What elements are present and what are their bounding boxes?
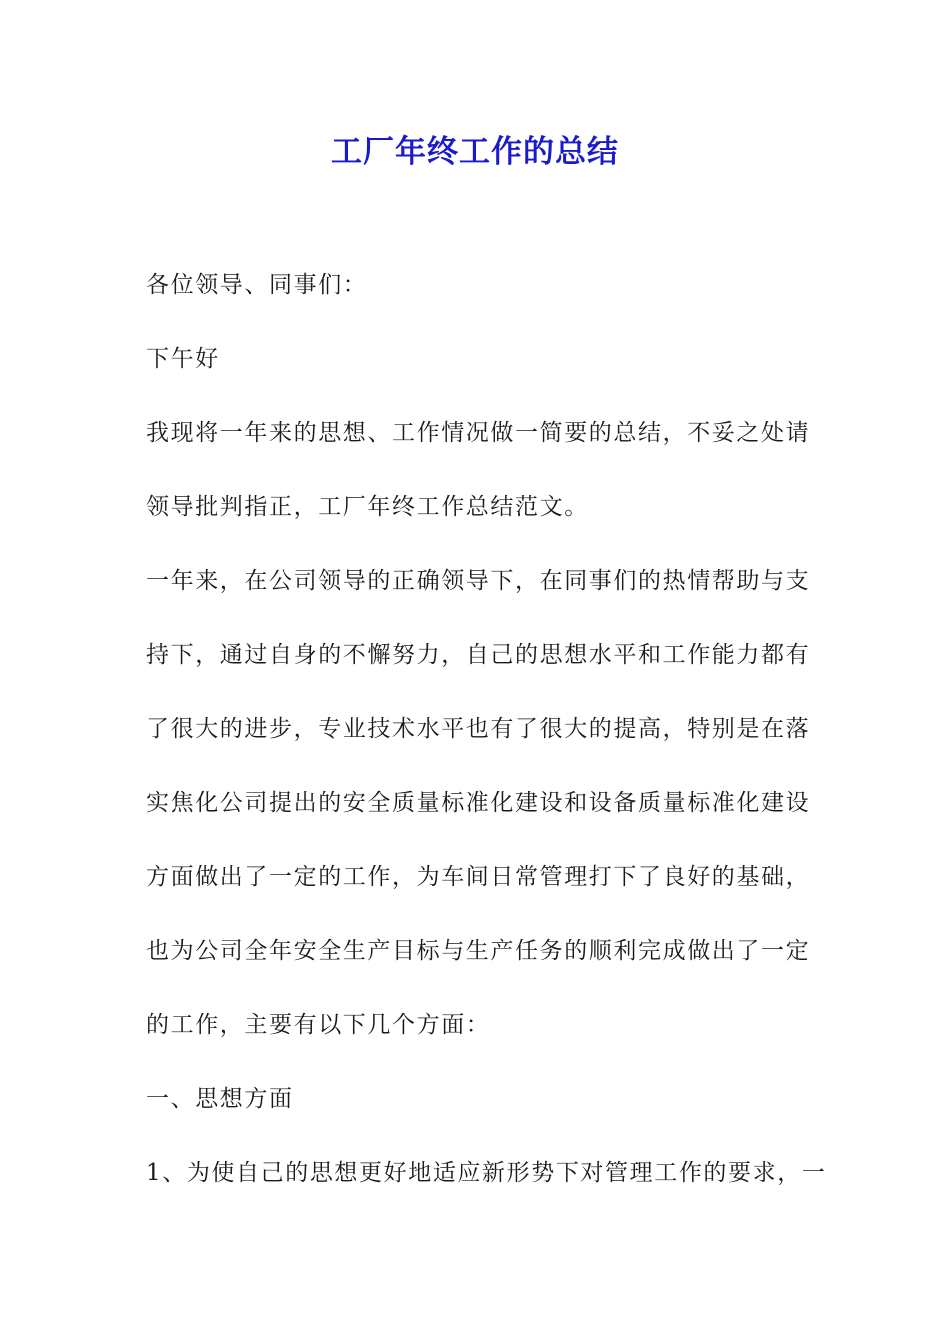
- section-heading: 一、思想方面: [146, 1086, 294, 1112]
- paragraph-line: 我现将一年来的思想、工作情况做一简要的总结，不妥之处请: [146, 420, 811, 446]
- paragraph-line: 1、为使自己的思想更好地适应新形势下对管理工作的要求，一: [146, 1160, 827, 1186]
- greeting-line: 下午好: [146, 346, 220, 372]
- paragraph-line: 领导批判指正，工厂年终工作总结范文。: [146, 494, 589, 520]
- document-body: [146, 262, 827, 1224]
- paragraph-line: 了很大的进步，专业技术水平也有了很大的提高，特别是在落: [146, 716, 811, 742]
- salutation-line: 各位领导、同事们：: [146, 272, 368, 298]
- paragraph-line: 也为公司全年安全生产目标与生产任务的顺利完成做出了一定: [146, 938, 811, 964]
- paragraph-line: 方面做出了一定的工作，为车间日常管理打下了良好的基础，: [146, 864, 811, 890]
- paragraph-line: 的工作，主要有以下几个方面：: [146, 1012, 491, 1038]
- paragraph-line: 实焦化公司提出的安全质量标准化建设和设备质量标准化建设: [146, 790, 811, 816]
- paragraph-line: 一年来，在公司领导的正确领导下，在同事们的热情帮助与支: [146, 568, 811, 594]
- paragraph-line: 持下，通过自身的不懈努力，自己的思想水平和工作能力都有: [146, 642, 811, 668]
- document-title: 工厂年终工作的总结: [331, 134, 619, 170]
